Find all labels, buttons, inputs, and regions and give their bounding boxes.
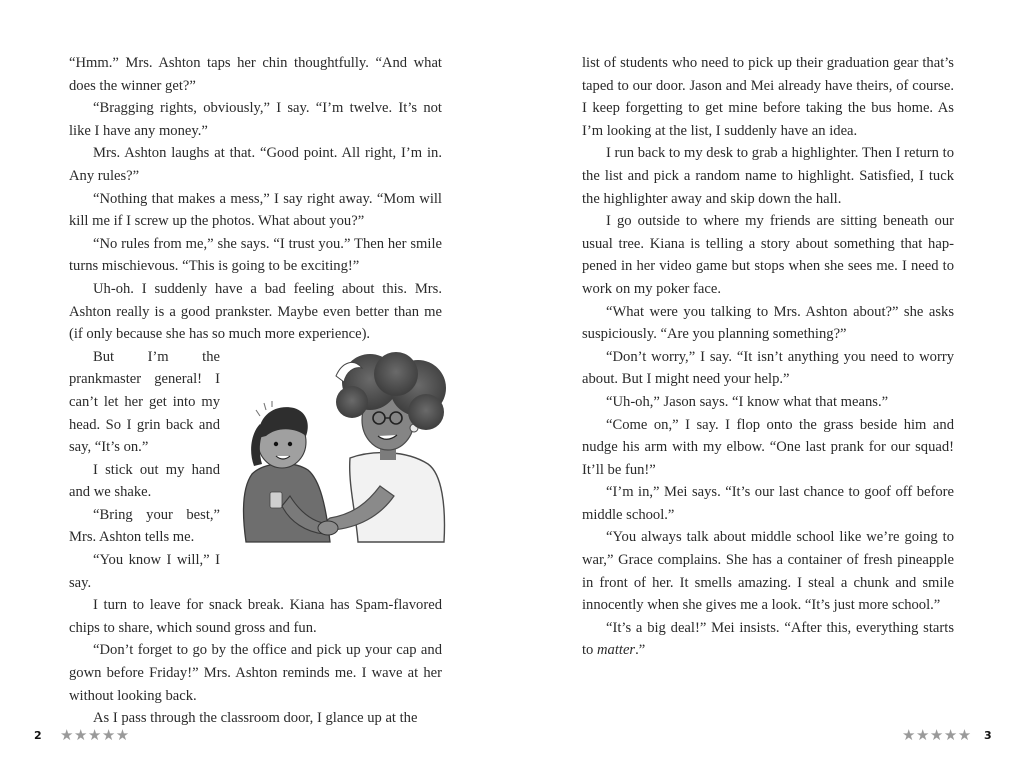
paragraph: “No rules from me,” she says. “I trust you.” Then her smile turns mischievous. “This is going to be exciting!” bbox=[69, 235, 442, 275]
paragraph: “Uh-oh,” Jason says. “I know what that means.” bbox=[606, 393, 889, 410]
paragraph-text-end: .” bbox=[635, 642, 646, 659]
paragraph: “Don’t forget to go by the office and pick up your cap and gown before Friday!” Mrs. Ashton reminds me. I wave at her without looking back. bbox=[69, 642, 442, 704]
illustration-handshake bbox=[230, 346, 446, 554]
paragraph: I turn to leave for snack break. Kiana has Spam-flavored chips to share, which sound gross and fun. bbox=[69, 597, 442, 636]
paragraph: Mrs. Ashton laughs at that. “Good point. All right, I’m in. Any rules?” bbox=[69, 145, 442, 184]
paragraph-text: “It’s a big deal!” Mei insists. “After this, everything starts to bbox=[582, 619, 954, 659]
paragraph: “I’m in,” Mei says. “It’s our last chance to goof off before middle school.” bbox=[582, 484, 954, 523]
paragraph: “Bragging rights, obviously,” I say. “I’m twelve. It’s not like I have any money.” bbox=[69, 100, 442, 139]
paragraph: As I pass through the classroom door, I glance up at the bbox=[93, 710, 418, 727]
paragraph: “Don’t worry,” I say. “It isn’t anything you need to worry about. But I might need your help.” bbox=[582, 348, 954, 388]
paragraph: But I’m the prankmaster general! I can’t let her get into my head. So I grin back and say, “It’s on.” bbox=[69, 348, 220, 456]
paragraph: “Bring your best,” Mrs. Ashton tells me. bbox=[69, 506, 220, 546]
paragraph: “You know I will,” I say. bbox=[69, 552, 220, 591]
page-number: 2 bbox=[34, 729, 42, 742]
paragraph: “Come on,” I say. I flop onto the grass beside him and nudge his arm with my elbow. “One last prank for our squad! It’ll be fun!” bbox=[582, 416, 954, 478]
emphasized-word: matter bbox=[597, 642, 636, 659]
left-page-text bbox=[69, 52, 442, 730]
page-number: 3 bbox=[984, 729, 992, 742]
right-page-text bbox=[582, 52, 954, 662]
paragraph: Uh-oh. I suddenly have a bad feeling about this. Mrs. Ashton really is a good prankster. Maybe even better than me (if only because she has so much more experience). bbox=[69, 280, 442, 343]
paragraph: “What were you talking to Mrs. Ashton about?” she asks suspiciously. “Are you planning something?” bbox=[582, 303, 954, 343]
right-page bbox=[512, 0, 1024, 768]
paragraph: I go outside to where my friends are sitting beneath our usual tree. Kiana is telling a story about something that happened in her video game but stops when she sees me. I need to work on my poker face. bbox=[582, 213, 954, 297]
handshake-illustration-image bbox=[230, 346, 446, 554]
paragraph: I run back to my desk to grab a highlighter. Then I return to the list and pick a random name to highlight. Satisfied, I tuck the highlighter away and skip down the hall. bbox=[582, 145, 954, 207]
star-rating-ornament: ★★★★★ bbox=[902, 726, 972, 744]
paragraph: I stick out my hand and we shake. bbox=[69, 461, 220, 501]
paragraph: “Nothing that makes a mess,” I say right away. “Mom will kill me if I screw up the photos. What about you?” bbox=[69, 190, 442, 230]
paragraph bbox=[582, 617, 954, 662]
paragraph: “Hmm.” Mrs. Ashton taps her chin thoughtfully. “And what does the winner get?” bbox=[69, 55, 442, 94]
paragraph: list of students who need to pick up their graduation gear that’s taped to our door. Jason and Mei already have theirs, of course. I keep forgetting to get mine before taking the bus home. As I’m looking at the list, I suddenly have an idea. bbox=[582, 55, 954, 139]
paragraph: “You always talk about middle school like we’re going to war,” Grace complains. She has a container of fresh pineapple in front of her. It smells amazing. I steal a chunk and smile innocently when she gives me a look. “It’s just more school.” bbox=[582, 529, 954, 614]
star-rating-ornament: ★★★★★ bbox=[60, 726, 130, 744]
